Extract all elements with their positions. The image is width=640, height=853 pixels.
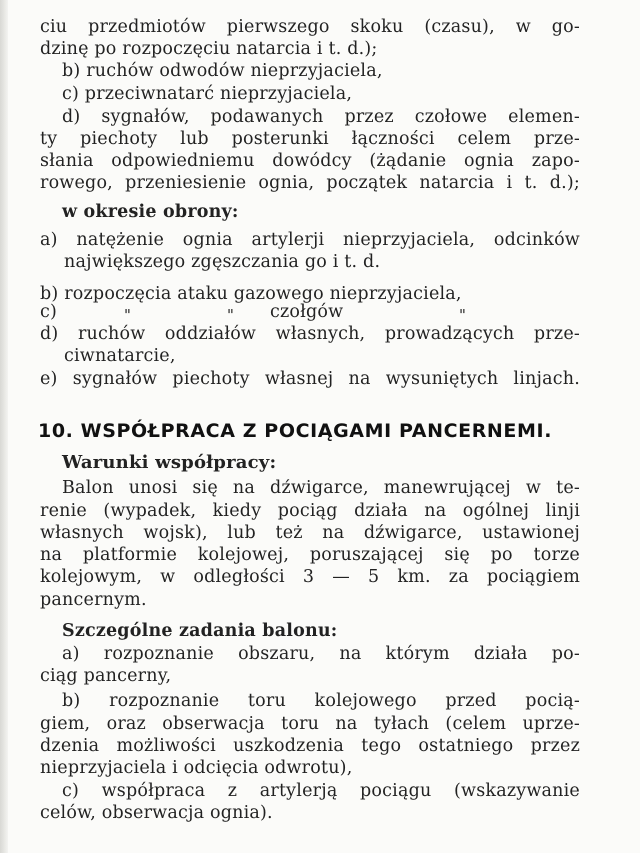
list-item: b) ruchów odwodów nieprzyjaciela, bbox=[62, 61, 383, 81]
list-item: a) natężenie ognia artylerji nieprzyjaciela, odcinków bbox=[40, 230, 580, 250]
list-item: b) rozpoczęcia ataku gazowego nieprzyjaciela, bbox=[40, 284, 462, 304]
ditto-mark: " bbox=[459, 306, 466, 324]
text-line: celów, obserwacja ognia). bbox=[40, 803, 273, 823]
list-item: a) rozpoznanie obszaru, na którym działa po- bbox=[62, 644, 580, 664]
section-title: 10. WSPÓŁPRACA Z POCIĄGAMI PANCERNEMI. bbox=[38, 420, 553, 442]
text-line: pancernym. bbox=[40, 590, 147, 610]
ditto-mark: " bbox=[124, 306, 131, 324]
text-line: Balon unosi się na dźwigarce, manewrującej w te- bbox=[62, 478, 580, 498]
text-line: ty piechoty lub posterunki łączności celem prze- bbox=[40, 129, 580, 149]
subheading-defense: w okresie obrony: bbox=[62, 202, 239, 222]
text-line: kolejowym, w odległości 3 — 5 km. za pociągiem bbox=[40, 567, 580, 587]
text-line: dzenia możliwości uszkodzenia tego ostatniego przez bbox=[40, 736, 580, 756]
text-line: giem, oraz obserwacja toru na tyłach (celem uprze- bbox=[40, 714, 580, 734]
text-line: dzinę po rozpoczęciu natarcia i t. d.); bbox=[40, 39, 378, 59]
list-item: c) przeciwnatarć nieprzyjaciela, bbox=[62, 84, 353, 104]
text-line: własnych wojsk), lub też na dźwigarce, ustawionej bbox=[40, 523, 580, 543]
list-item: d) sygnałów, podawanych przez czołowe elemen- bbox=[62, 107, 580, 127]
list-item-continuation: największego zgęszczania go i t. d. bbox=[64, 252, 381, 272]
text-line: słania odpowiedniemu dowódcy (żądanie ognia zapo- bbox=[40, 151, 580, 171]
ditto-mark: " bbox=[227, 306, 234, 324]
text-line: rowego, przeniesienie ognia, początek natarcia i t. d.); bbox=[40, 173, 580, 193]
list-item-continuation: ciwnatarcie, bbox=[64, 346, 176, 366]
text-line: nieprzyjaciela i odcięcia odwrotu), bbox=[40, 758, 353, 778]
list-item: c) współpraca z artylerją pociągu (wskazywanie bbox=[62, 781, 580, 801]
subheading-tasks: Szczególne zadania balonu: bbox=[62, 621, 338, 641]
list-item: d) ruchów oddziałów własnych, prowadzących prze- bbox=[40, 324, 580, 344]
list-item-text: czołgów bbox=[270, 302, 344, 322]
text-line: ciąg pancerny, bbox=[40, 666, 172, 686]
text-line: renie (wypadek, kiedy pociąg działa na ogólnej linji bbox=[40, 501, 580, 521]
text-line: ciu przedmiotów pierwszego skoku (czasu), w go- bbox=[40, 17, 580, 37]
list-item: e) sygnałów piechoty własnej na wysuniętych linjach. bbox=[40, 369, 580, 389]
list-item: b) rozpoznanie toru kolejowego przed pocią- bbox=[62, 691, 580, 711]
list-item-label: c) bbox=[40, 302, 58, 322]
text-line: na platformie kolejowej, poruszającej się po torze bbox=[40, 545, 580, 565]
page-binding-shadow bbox=[0, 0, 8, 853]
subheading-conditions: Warunki współpracy: bbox=[62, 452, 277, 473]
